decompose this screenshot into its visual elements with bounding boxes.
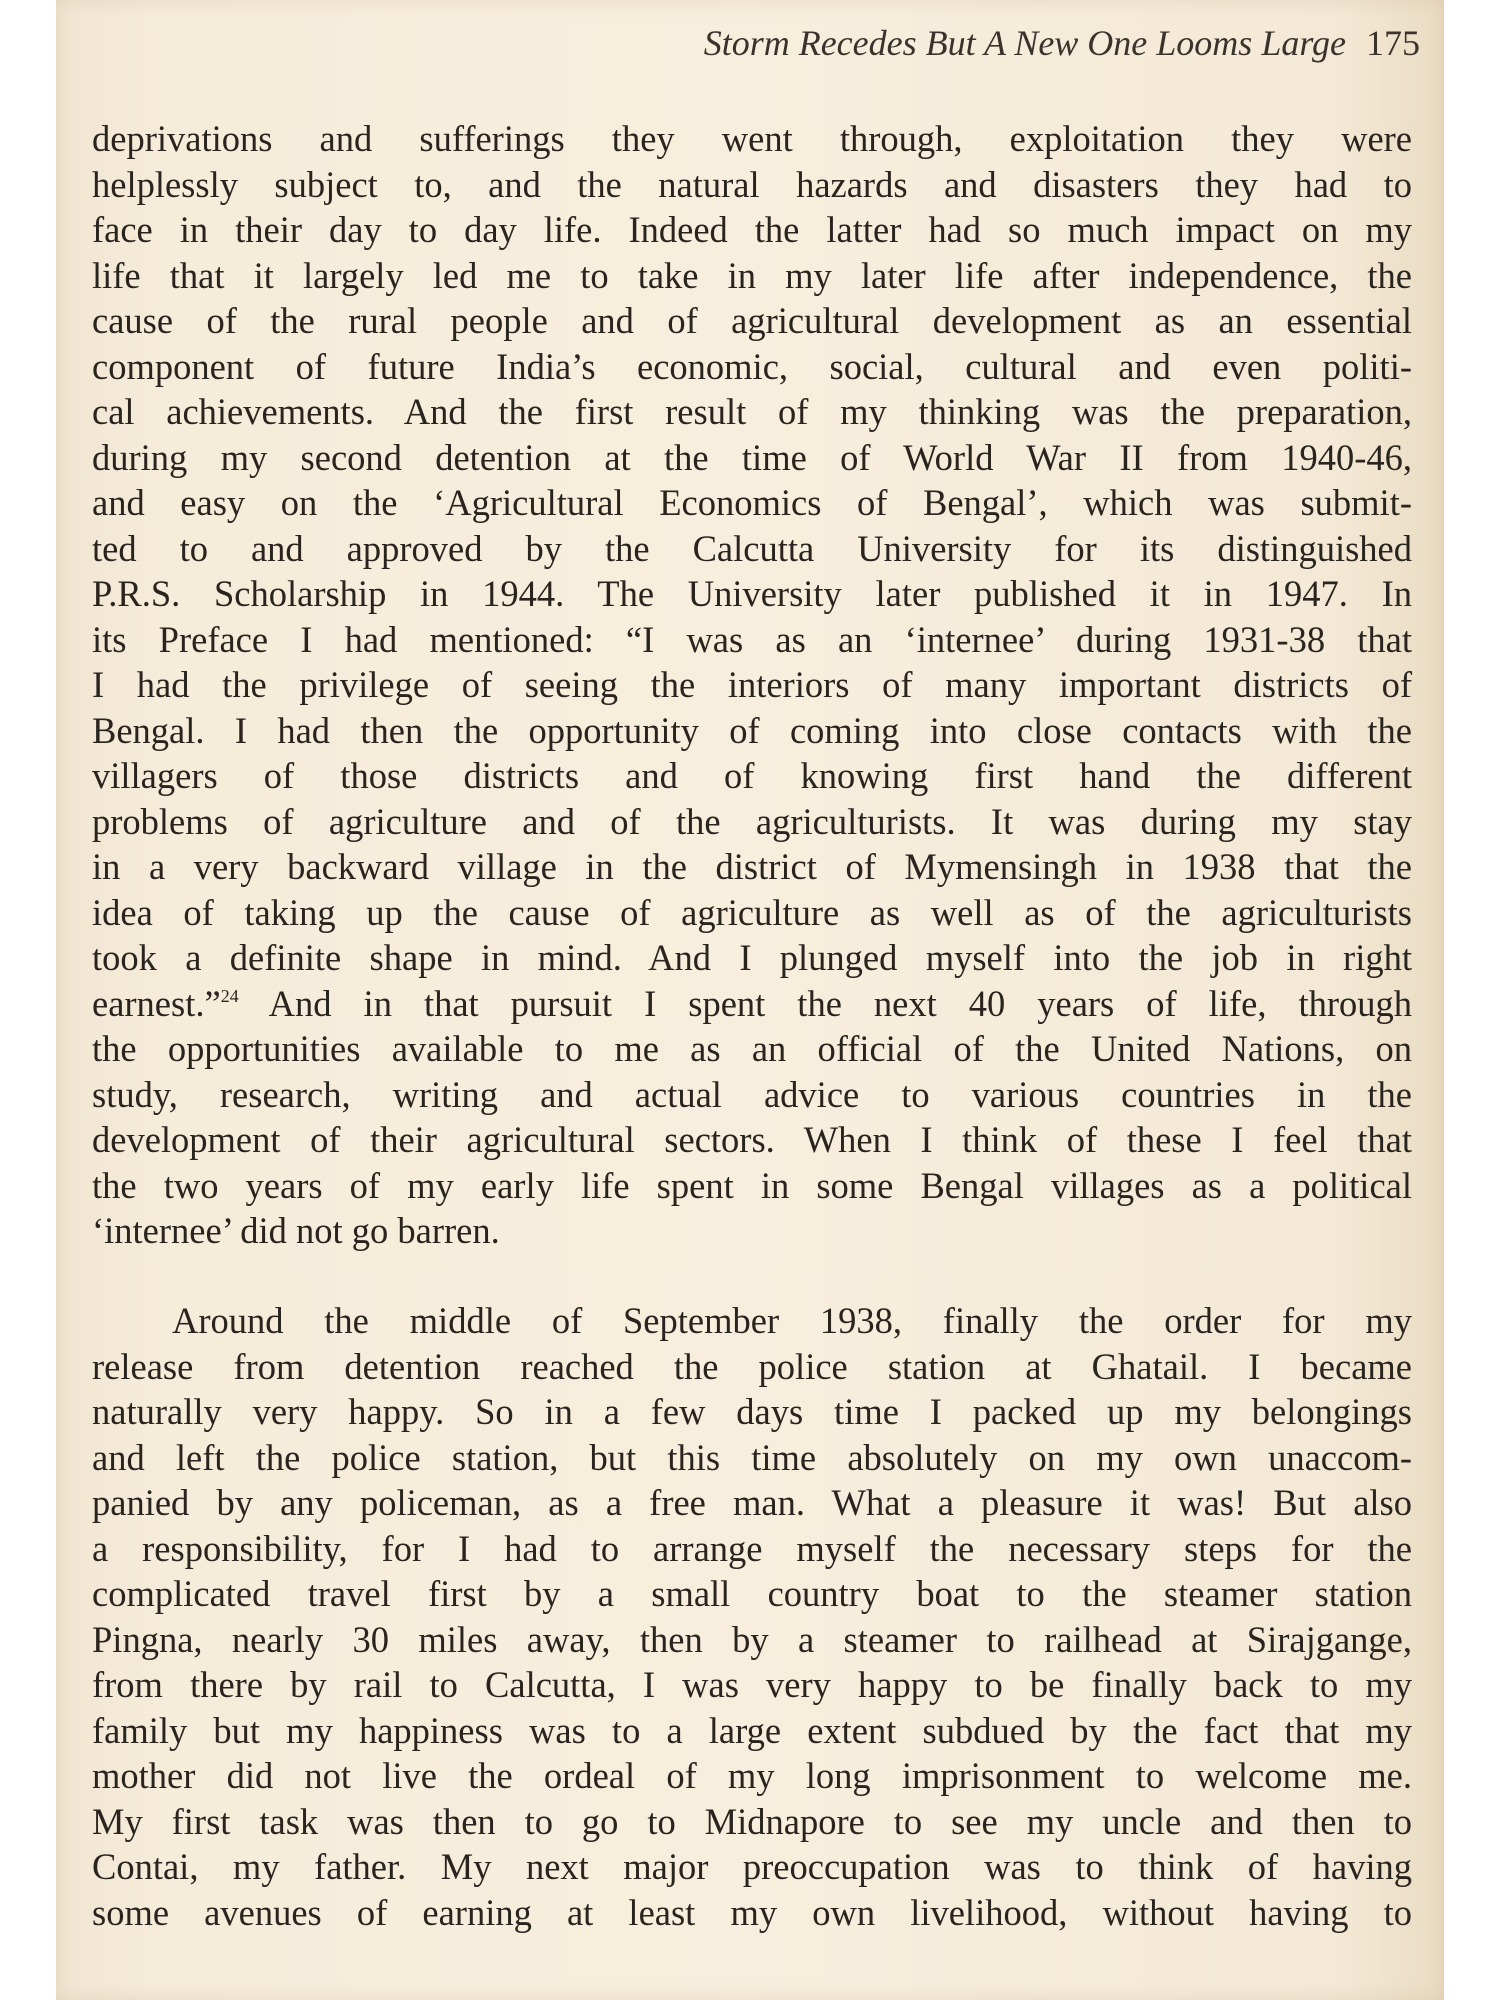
text-line: from there by rail to Calcutta, I was very happy to be finally back to my: [92, 1664, 1412, 1705]
text-line: family but my happiness was to a large extent subdued by the fact that my: [92, 1709, 1412, 1751]
book-page: [56, 0, 1444, 2000]
text-line-with-footnote: [92, 981, 1412, 1027]
text-line: in a very backward village in the district of Mymensingh in 1938 that the: [92, 846, 1412, 887]
text-line: its Preface I had mentioned: “I was as an ‘internee’ during 1931-38 that: [92, 618, 1412, 660]
text-line: during my second detention at the time of World War II from 1940-46,: [92, 436, 1412, 478]
page-number: 175: [1366, 23, 1420, 63]
text-line: and easy on the ‘Agricultural Economics of Bengal’, which was submit-: [92, 482, 1412, 523]
text-line: villagers of those districts and of knowing first hand the different: [92, 755, 1412, 796]
text-line: Contai, my father. My next major preoccupation was to think of having: [92, 1846, 1412, 1887]
text-line: release from detention reached the police station at Ghatail. I became: [92, 1345, 1412, 1387]
text-fragment: And in that pursuit I spent the next 40 years of life, through: [238, 982, 1412, 1024]
text-line: P.R.S. Scholarship in 1944. The University later published it in 1947. In: [92, 573, 1412, 614]
text-line: idea of taking up the cause of agriculture as well as of the agriculturists: [92, 891, 1412, 933]
text-line: Bengal. I had then the opportunity of coming into close contacts with the: [92, 709, 1412, 751]
text-line: a responsibility, for I had to arrange myself the necessary steps for the: [92, 1527, 1412, 1569]
text-line: I had the privilege of seeing the interiors of many important districts of: [92, 664, 1412, 705]
text-line: component of future India’s economic, social, cultural and even politi-: [92, 345, 1412, 387]
running-header: [704, 22, 1420, 64]
text-fragment: earnest.”: [92, 982, 221, 1024]
text-line: study, research, writing and actual advice to various countries in the: [92, 1073, 1412, 1115]
text-line: some avenues of earning at least my own livelihood, without having to: [92, 1891, 1412, 1933]
text-line: problems of agriculture and of the agriculturists. It was during my stay: [92, 800, 1412, 842]
text-line: helplessly subject to, and the natural hazards and disasters they had to: [92, 163, 1412, 205]
text-line: the opportunities available to me as an official of the United Nations, on: [92, 1028, 1412, 1069]
text-line: deprivations and sufferings they went through, exploitation they were: [92, 118, 1412, 159]
chapter-title: Storm Recedes But A New One Looms Large: [703, 23, 1346, 63]
paragraph-2: [92, 1298, 1412, 1935]
text-line: and left the police station, but this time absolutely on my own unaccom-: [92, 1436, 1412, 1478]
paragraph-1: [92, 116, 1412, 1254]
text-line: life that it largely led me to take in my later life after independence, the: [92, 254, 1412, 296]
text-line: development of their agricultural sectors. When I think of these I feel that: [92, 1119, 1412, 1160]
text-line: mother did not live the ordeal of my long imprisonment to welcome me.: [92, 1755, 1412, 1796]
text-line: panied by any policeman, as a free man. What a pleasure it was! But also: [92, 1482, 1412, 1523]
text-line: face in their day to day life. Indeed the latter had so much impact on my: [92, 209, 1412, 250]
text-line: My first task was then to go to Midnapore to see my uncle and then to: [92, 1800, 1412, 1842]
text-line: the two years of my early life spent in some Bengal villages as a political: [92, 1164, 1412, 1206]
text-line: ‘internee’ did not go barren.: [92, 1210, 500, 1251]
text-line: cause of the rural people and of agricultural development as an essential: [92, 300, 1412, 341]
footnote-reference: 24: [220, 985, 239, 1006]
text-line: Pingna, nearly 30 miles away, then by a steamer to railhead at Sirajgange,: [92, 1618, 1412, 1660]
text-line: took a definite shape in mind. And I plunged myself into the job in right: [92, 937, 1412, 978]
text-line: naturally very happy. So in a few days time I packed up my belongings: [92, 1391, 1412, 1432]
text-line: Around the middle of September 1938, finally the order for my: [172, 1300, 1412, 1341]
text-line: ted to and approved by the Calcutta University for its distinguished: [92, 527, 1412, 569]
text-line: complicated travel first by a small country boat to the steamer station: [92, 1573, 1412, 1614]
text-line: cal achievements. And the first result of my thinking was the preparation,: [92, 391, 1412, 432]
